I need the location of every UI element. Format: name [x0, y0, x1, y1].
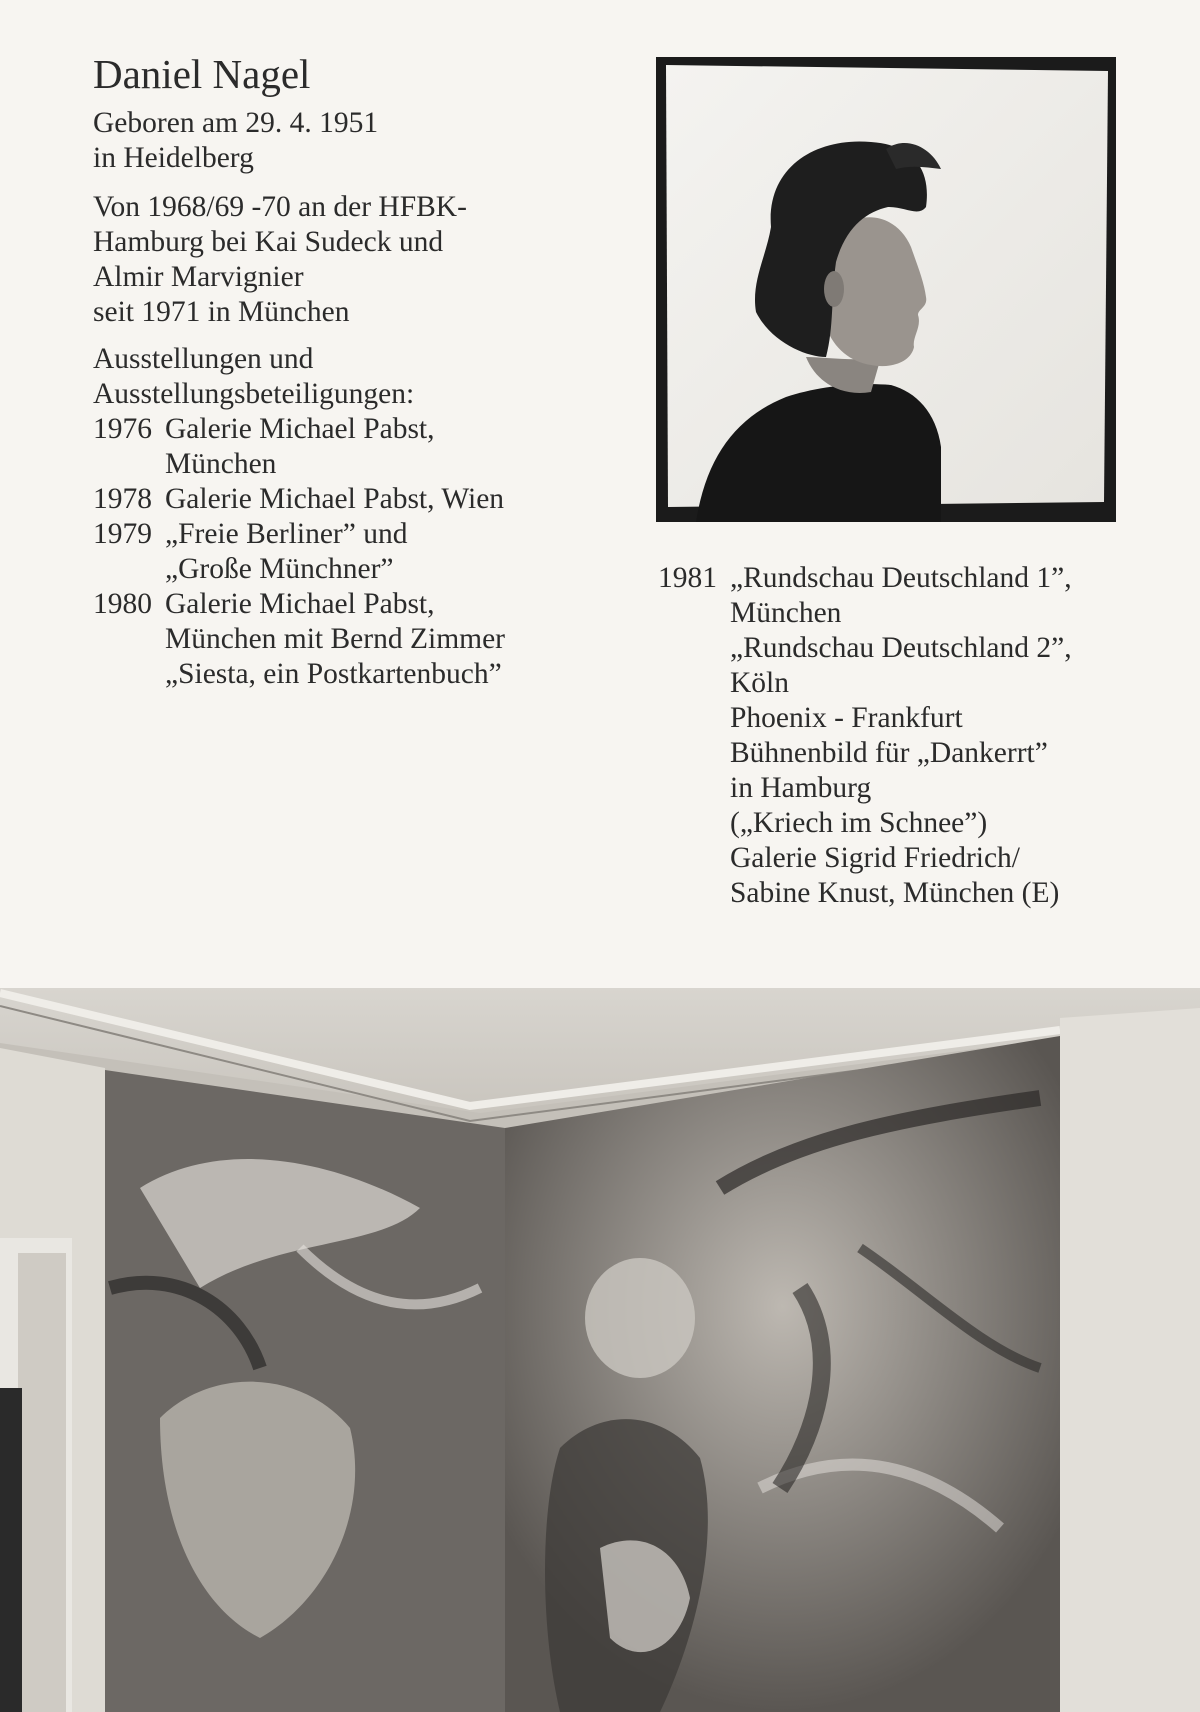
- exhibition-line: München: [165, 448, 277, 480]
- education-line: Von 1968/69 -70 an der HFBK-: [93, 191, 467, 223]
- exhibition-line: („Kriech im Schnee”): [730, 807, 988, 839]
- exhibition-line: „Große Münchner”: [165, 553, 394, 585]
- exhibitions-1981-block: [658, 561, 1072, 911]
- exhibition-line: „Rundschau Deutschland 2”,: [730, 632, 1072, 664]
- exhibition-year: 1980: [93, 588, 152, 620]
- bio-line: Geboren am 29. 4. 1951: [93, 107, 379, 139]
- bio-block: [93, 106, 378, 176]
- exhibition-entry: [93, 517, 505, 552]
- exhibition-line: München: [730, 597, 842, 629]
- education-line: Almir Marvignier: [93, 261, 304, 293]
- exhibition-entry: [93, 587, 505, 622]
- exhibition-line: „Freie Berliner” und: [165, 518, 408, 550]
- exhibition-line: Köln: [730, 667, 789, 699]
- exhibitions-heading: Ausstellungsbeteiligungen:: [93, 378, 415, 410]
- education-line: seit 1971 in München: [93, 296, 350, 328]
- exhibition-year: 1978: [93, 483, 152, 515]
- exhibition-line: Bühnenbild für „Dankerrt”: [730, 737, 1048, 769]
- exhibition-entry: [658, 561, 1072, 596]
- education-block: [93, 190, 467, 330]
- gallery-installation-photo: [0, 988, 1200, 1712]
- exhibition-line: München mit Bernd Zimmer: [165, 623, 505, 655]
- exhibition-year: 1981: [658, 562, 717, 594]
- exhibition-entry: [93, 482, 505, 517]
- exhibition-line: „Rundschau Deutschland 1”,: [730, 562, 1072, 594]
- exhibition-year: 1979: [93, 518, 152, 550]
- page-title: Daniel Nagel: [93, 51, 311, 97]
- exhibition-line: Galerie Sigrid Friedrich/: [730, 842, 1021, 874]
- exhibition-line: Galerie Michael Pabst,: [165, 413, 435, 445]
- artist-portrait-photo: [656, 57, 1116, 522]
- exhibition-entry: [93, 412, 505, 447]
- exhibitions-heading: Ausstellungen und: [93, 343, 314, 375]
- education-line: Hamburg bei Kai Sudeck und: [93, 226, 444, 258]
- exhibition-line: Galerie Michael Pabst,: [165, 588, 435, 620]
- exhibition-year: 1976: [93, 413, 152, 445]
- exhibition-line: „Siesta, ein Postkartenbuch”: [165, 658, 502, 690]
- exhibition-line: Sabine Knust, München (E): [730, 877, 1060, 909]
- exhibition-line: Phoenix - Frankfurt: [730, 702, 963, 734]
- bio-line: in Heidelberg: [93, 142, 254, 174]
- exhibition-line: in Hamburg: [730, 772, 872, 804]
- exhibitions-block: [93, 342, 505, 692]
- exhibition-line: Galerie Michael Pabst, Wien: [165, 483, 505, 515]
